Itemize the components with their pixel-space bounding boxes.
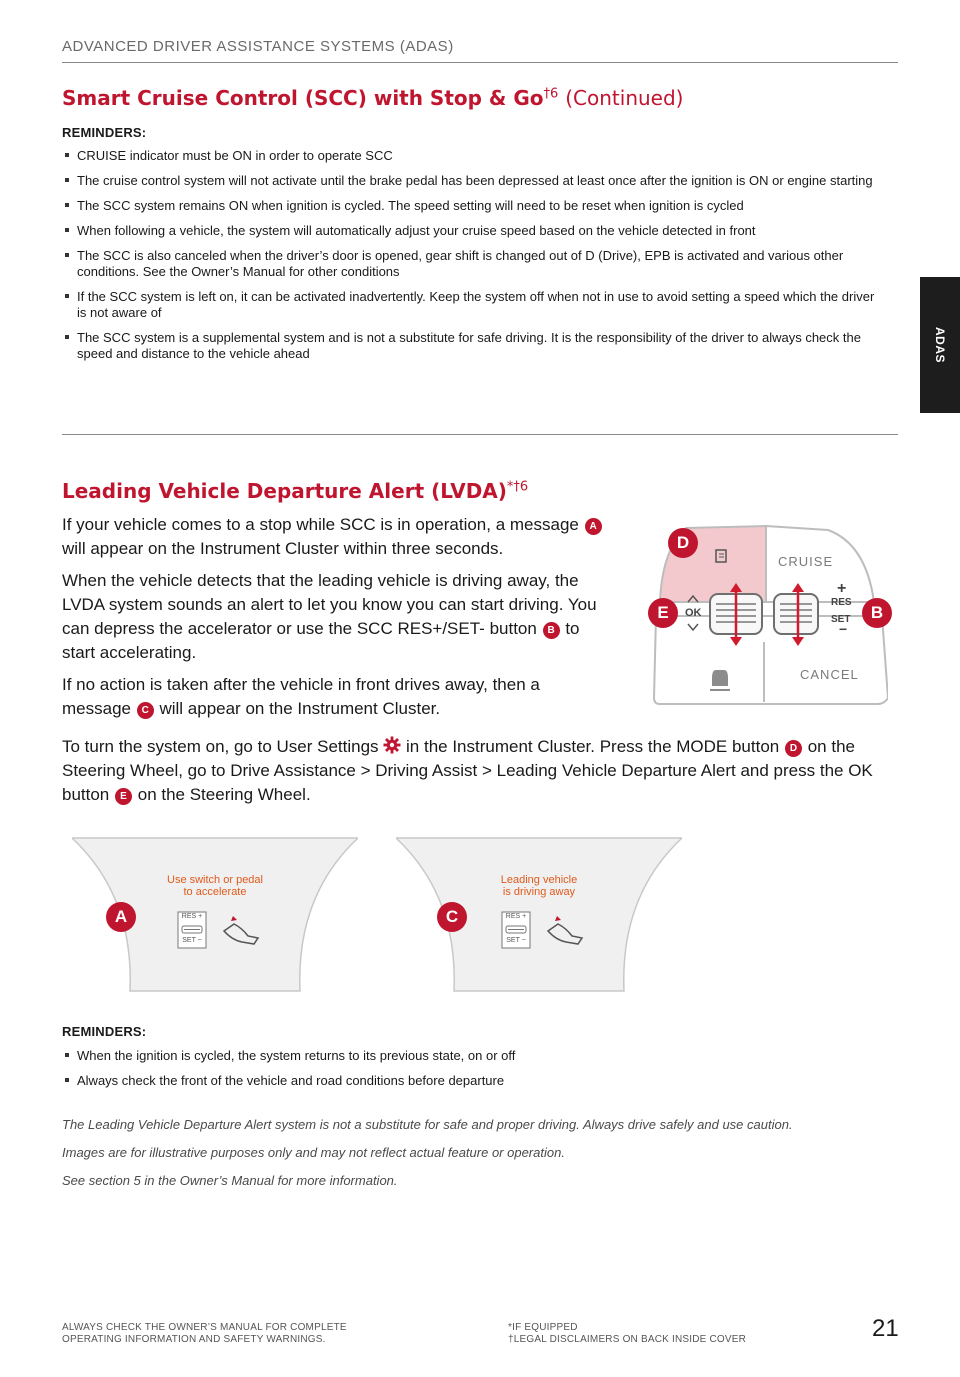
callout-d: D: [668, 528, 698, 558]
footer-right-line1: *IF EQUIPPED: [508, 1322, 578, 1333]
plus-label: +: [837, 580, 847, 597]
cluster-c-res-label: RES +: [505, 913, 527, 920]
lvda-reminders-list: [62, 1048, 882, 1098]
set-label: SET: [831, 614, 851, 625]
p1-text-a: If your vehicle comes to a stop while SCC is in operation, a message: [62, 515, 579, 534]
cluster-c-set-label: SET −: [506, 937, 526, 944]
footer-left-line1: ALWAYS CHECK THE OWNER’S MANUAL FOR COMPLETE: [62, 1322, 347, 1333]
scc-reminders-list: [62, 148, 882, 371]
cluster-c-line2: is driving away: [502, 886, 576, 898]
scc-reminder-item: When following a vehicle, the system will automatically adjust your cruise speed based on the vehicle detected in front: [62, 223, 882, 239]
section-header: ADVANCED DRIVER ASSISTANCE SYSTEMS (ADAS): [62, 38, 454, 55]
cluster-a-set-label: SET −: [182, 937, 202, 944]
lvda-title-text: Leading Vehicle Departure Alert (LVDA): [62, 479, 507, 503]
p2-text-b: to start accelerating.: [62, 619, 580, 662]
side-tab-label: ADAS: [933, 326, 947, 364]
cluster-c-message: [456, 874, 622, 898]
p4-text-d: on the Steering Wheel.: [137, 785, 311, 804]
lvda-reminders-title: REMINDERS:: [62, 1024, 147, 1039]
p4-text-a: To turn the system on, go to User Settings: [62, 737, 379, 756]
p1-text-b: will appear on the Instrument Cluster within three seconds.: [62, 539, 504, 558]
section-rule: [62, 434, 898, 435]
footer-left-line2: OPERATING INFORMATION AND SAFETY WARNINGS.: [62, 1334, 326, 1345]
ok-label: OK: [685, 607, 702, 619]
footer-right-line2: †LEGAL DISCLAIMERS ON BACK INSIDE COVER: [508, 1334, 747, 1345]
p4-text-c: on the Steering Wheel, go to Drive Assistance > Driving Assist > Leading Vehicle Departure Alert and press the OK button: [62, 737, 873, 804]
p3-text-b: will appear on the Instrument Cluster.: [159, 699, 441, 718]
lvda-intro: [62, 513, 610, 729]
lvda-reminder-item: Always check the front of the vehicle and road conditions before departure: [62, 1073, 882, 1089]
scc-reminder-item: The SCC system is a supplemental system and is not a substitute for safe driving. It is the responsibility of the driver to always check the speed and distance to the vehicle ahead: [62, 330, 882, 362]
gear-icon: [383, 736, 401, 754]
minus-label: −: [839, 621, 848, 637]
scc-title-continued: (Continued): [565, 86, 684, 110]
callout-b: B: [862, 598, 892, 628]
scc-reminder-item: CRUISE indicator must be ON in order to operate SCC: [62, 148, 882, 164]
disclaimer-note: The Leading Vehicle Departure Alert system is not a substitute for safe and proper driving. Always drive safely and use caution.: [62, 1117, 793, 1132]
scc-reminder-item: The SCC system remains ON when ignition is cycled. The speed setting will need to be reset when ignition is cycled: [62, 198, 882, 214]
cluster-a-line1: Use switch or pedal: [167, 874, 263, 886]
lvda-title-sup: *†6: [506, 479, 529, 495]
badge-b: B: [543, 622, 560, 639]
badge-e: E: [115, 788, 132, 805]
badge-d: D: [785, 740, 802, 757]
scc-title: [62, 86, 683, 110]
footer-left: [62, 1322, 347, 1346]
cluster-a-res-label: RES +: [181, 913, 203, 920]
callout-c: C: [437, 902, 467, 932]
cruise-label: CRUISE: [778, 554, 834, 569]
callout-a: A: [106, 902, 136, 932]
cluster-a-line2: to accelerate: [183, 886, 247, 898]
vehicle-distance-icon: [712, 670, 728, 686]
p4-text-b: in the Instrument Cluster. Press the MODE button: [406, 737, 780, 756]
cluster-c-line1: Leading vehicle: [500, 874, 578, 886]
lvda-paragraph-2: [62, 569, 610, 665]
disclaimer-note: See section 5 in the Owner’s Manual for more information.: [62, 1173, 398, 1188]
badge-a: A: [585, 518, 602, 535]
badge-c: C: [137, 702, 154, 719]
cancel-label: CANCEL: [800, 667, 859, 682]
scc-title-text: Smart Cruise Control (SCC) with Stop & Go: [62, 86, 544, 110]
lvda-notes: [62, 1117, 892, 1201]
scc-reminder-item: The SCC is also canceled when the driver’s door is opened, gear shift is changed out of D (Drive), EPB is activated and various other conditions. See the Owner’s Manual for other conditions: [62, 248, 882, 280]
cluster-a-message: [132, 874, 298, 898]
page-number: 21: [872, 1315, 899, 1342]
scc-reminder-item: The cruise control system will not activate until the brake pedal has been depressed at least once after the ignition is ON or engine starting: [62, 173, 882, 189]
footer-right: [508, 1322, 746, 1346]
lvda-title: [62, 479, 528, 503]
header-rule: [62, 62, 898, 63]
side-tab: [920, 277, 960, 413]
lvda-reminder-item: When the ignition is cycled, the system returns to its previous state, on or off: [62, 1048, 882, 1064]
p2-text-a: When the vehicle detects that the leading vehicle is driving away, the LVDA system sounds an alert to let you know you can start driving. You can depress the accelerator or use the SCC RES+/SET- button: [62, 571, 597, 638]
callout-e: E: [648, 598, 678, 628]
lvda-paragraph-3: [62, 673, 610, 721]
res-label: RES: [831, 597, 852, 608]
lower-switch-shape: [654, 616, 888, 704]
lvda-paragraph-4: [62, 735, 892, 807]
disclaimer-note: Images are for illustrative purposes only and may not reflect actual feature or operation.: [62, 1145, 565, 1160]
scc-reminder-item: If the SCC system is left on, it can be activated inadvertently. Keep the system off when not in use to avoid setting a speed which the driver is not aware of: [62, 289, 882, 321]
scc-reminders-title: REMINDERS:: [62, 125, 147, 140]
lvda-paragraph-1: [62, 513, 610, 561]
lvda-instructions: [62, 735, 892, 815]
res-set-wheel: [774, 594, 818, 634]
p3-text-a: If no action is taken after the vehicle in front drives away, then a message: [62, 675, 540, 718]
scc-title-sup: †6: [543, 86, 559, 102]
